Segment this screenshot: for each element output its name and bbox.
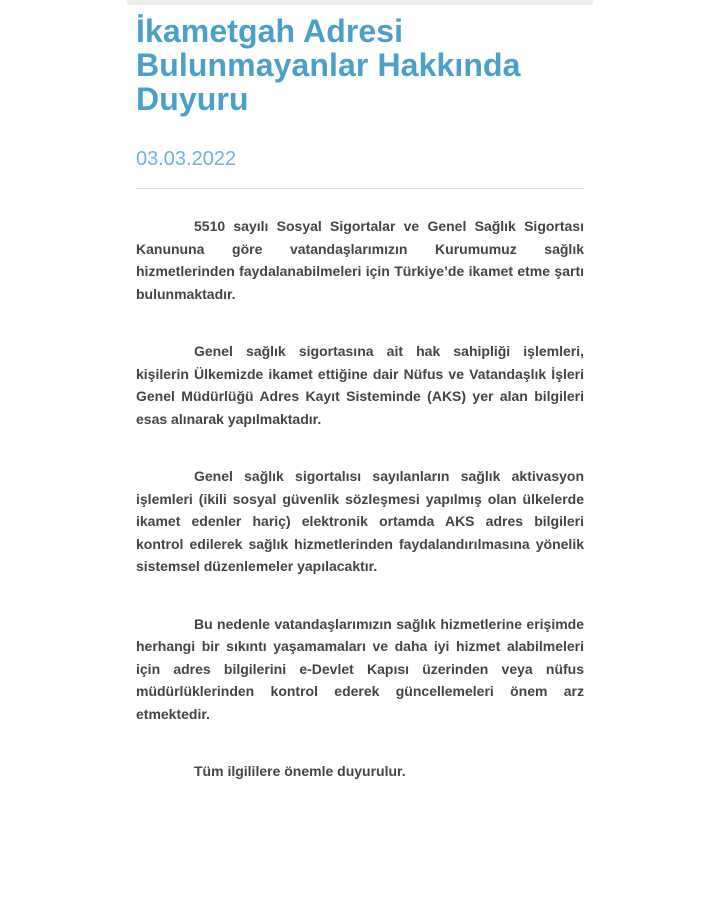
paragraph-2: Genel sağlık sigortasına ait hak sahipliği işlemleri, kişilerin Ülkemizde ikamet ettiğine dair Nüfus ve Vatandaşlık İşleri Genel Müdürlüğü Adres Kayıt Sisteminde (AKS) yer alan bilgileri esas alınarak yapılmaktadır.	[136, 343, 584, 427]
closing-statement: Tüm ilgililere önemle duyurulur.	[194, 763, 406, 779]
paragraph-4: Bu nedenle vatandaşlarımızın sağlık hizmetlerine erişimde herhangi bir sıkıntı yaşamamaları ve daha iyi hizmet alabilmeleri için adres bilgilerini e-Devlet Kapısı üzerinden veya nüfus müdürlüklerinden kontrol ederek güncellemeleri önem arz etmektedir.	[136, 615, 584, 722]
paragraph-1: 5510 sayılı Sosyal Sigortalar ve Genel Sağlık Sigortası Kanununa göre vatandaşlarımızın Kurumumuz sağlık hizmetlerinden faydalanabilmeleri için Türkiye’de ikamet etme şartı bulunmaktadır.	[136, 218, 584, 302]
article-body	[136, 215, 584, 783]
paragraph-3: Genel sağlık sigortalısı sayılanların sağlık aktivasyon işlemleri (ikili sosyal güvenlik sözleşmesi yapılmış olan ülkelerde ikamet edenler hariç) elektronik ortamda AKS adres bilgileri kontrol edilerek sağlık hizmetlerinden faydalandırılmasına yönelik sistemsel düzenlemeler yapılacaktır.	[136, 468, 584, 574]
divider	[136, 188, 584, 189]
announcement-article	[136, 14, 584, 818]
top-bar	[127, 0, 593, 5]
article-date: 03.03.2022	[136, 148, 237, 170]
article-title: İkametgah Adresi Bulunmayanlar Hakkında Duyuru	[136, 13, 521, 117]
